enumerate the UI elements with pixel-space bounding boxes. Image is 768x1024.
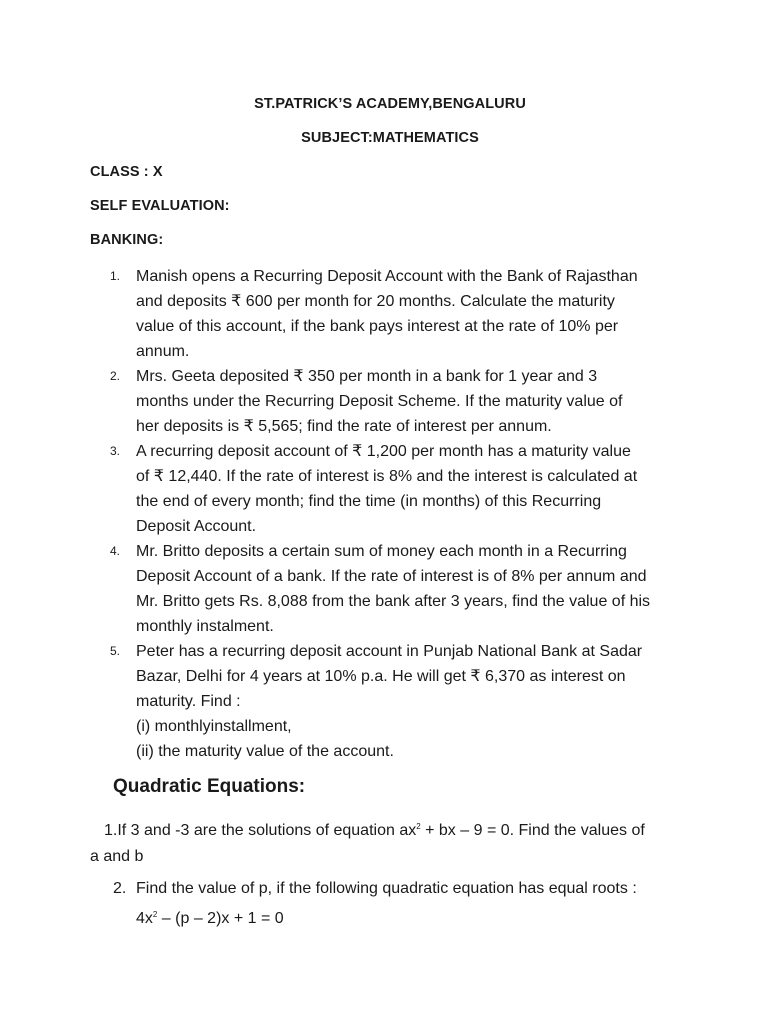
list-item (100, 264, 690, 364)
question-number: 4. (110, 544, 121, 558)
question-line: Mr. Britto deposits a certain sum of money each month in a Recurring (136, 543, 627, 560)
question-text: + bx – 9 = 0. Find the values of (420, 822, 645, 839)
list-item (100, 439, 690, 539)
question-line: maturity. Find : (136, 693, 241, 710)
question-line: value of this account, if the bank pays interest at the rate of 10% per (136, 318, 619, 335)
question-line: (ii) the maturity value of the account. (136, 743, 394, 760)
exponent: 2 (152, 910, 158, 919)
question-number: 3. (110, 444, 121, 458)
question-number: 1. (110, 269, 121, 283)
question-text: – (p – 2)x + 1 = 0 (157, 910, 284, 927)
question-line: annum. (136, 343, 190, 360)
question-line: of ₹ 12,440. If the rate of interest is 8% and the interest is calculated at (136, 468, 638, 485)
question-line: (i) monthlyinstallment, (136, 718, 292, 735)
subject-heading: SUBJECT:MATHEMATICS (301, 130, 479, 146)
list-item (100, 539, 690, 639)
school-name: ST.PATRICK’S ACADEMY,BENGALURU (254, 96, 526, 112)
banking-question-list (100, 264, 690, 764)
question-number: 2. (113, 880, 127, 897)
question-text: 1.If 3 and -3 are the solutions of equation ax (104, 822, 417, 839)
question-line: the end of every month; find the time (in months) of this Recurring (136, 493, 602, 510)
question-line: and deposits ₹ 600 per month for 20 months. Calculate the maturity (136, 293, 615, 310)
list-item (100, 639, 690, 764)
question-text: 4x (136, 910, 153, 927)
self-evaluation-label: SELF EVALUATION: (90, 198, 230, 214)
question-line: Deposit Account. (136, 518, 257, 535)
question-number: 2. (110, 369, 121, 383)
quadratic-equations-heading: Quadratic Equations: (113, 776, 306, 797)
question-line: Find the value of p, if the following quadratic equation has equal roots : (136, 880, 637, 897)
question-number: 5. (110, 644, 121, 658)
question-line: Peter has a recurring deposit account in Punjab National Bank at Sadar (136, 643, 643, 660)
question-line: monthly instalment. (136, 618, 274, 635)
question-line: a and b (90, 848, 144, 865)
question-line (90, 814, 690, 844)
exponent: 2 (416, 822, 421, 831)
class-label: CLASS : X (90, 164, 163, 180)
question-line: Mrs. Geeta deposited ₹ 350 per month in a bank for 1 year and 3 (136, 368, 598, 385)
question-line: Mr. Britto gets Rs. 8,088 from the bank after 3 years, find the value of his (136, 593, 651, 610)
question-line: Bazar, Delhi for 4 years at 10% p.a. He will get ₹ 6,370 as interest on (136, 668, 626, 685)
question-line: A recurring deposit account of ₹ 1,200 per month has a maturity value (136, 443, 631, 460)
question-line: months under the Recurring Deposit Scheme. If the maturity value of (136, 393, 623, 410)
question-line: Manish opens a Recurring Deposit Account with the Bank of Rajasthan (136, 268, 638, 285)
question-line: her deposits is ₹ 5,565; find the rate of interest per annum. (136, 418, 552, 435)
question-line (113, 902, 693, 932)
banking-label: BANKING: (90, 232, 164, 248)
list-item (100, 364, 690, 439)
quadratic-question-1 (90, 814, 690, 870)
question-line: Deposit Account of a bank. If the rate of interest is of 8% per annum and (136, 568, 647, 585)
quadratic-question-2 (113, 876, 693, 932)
